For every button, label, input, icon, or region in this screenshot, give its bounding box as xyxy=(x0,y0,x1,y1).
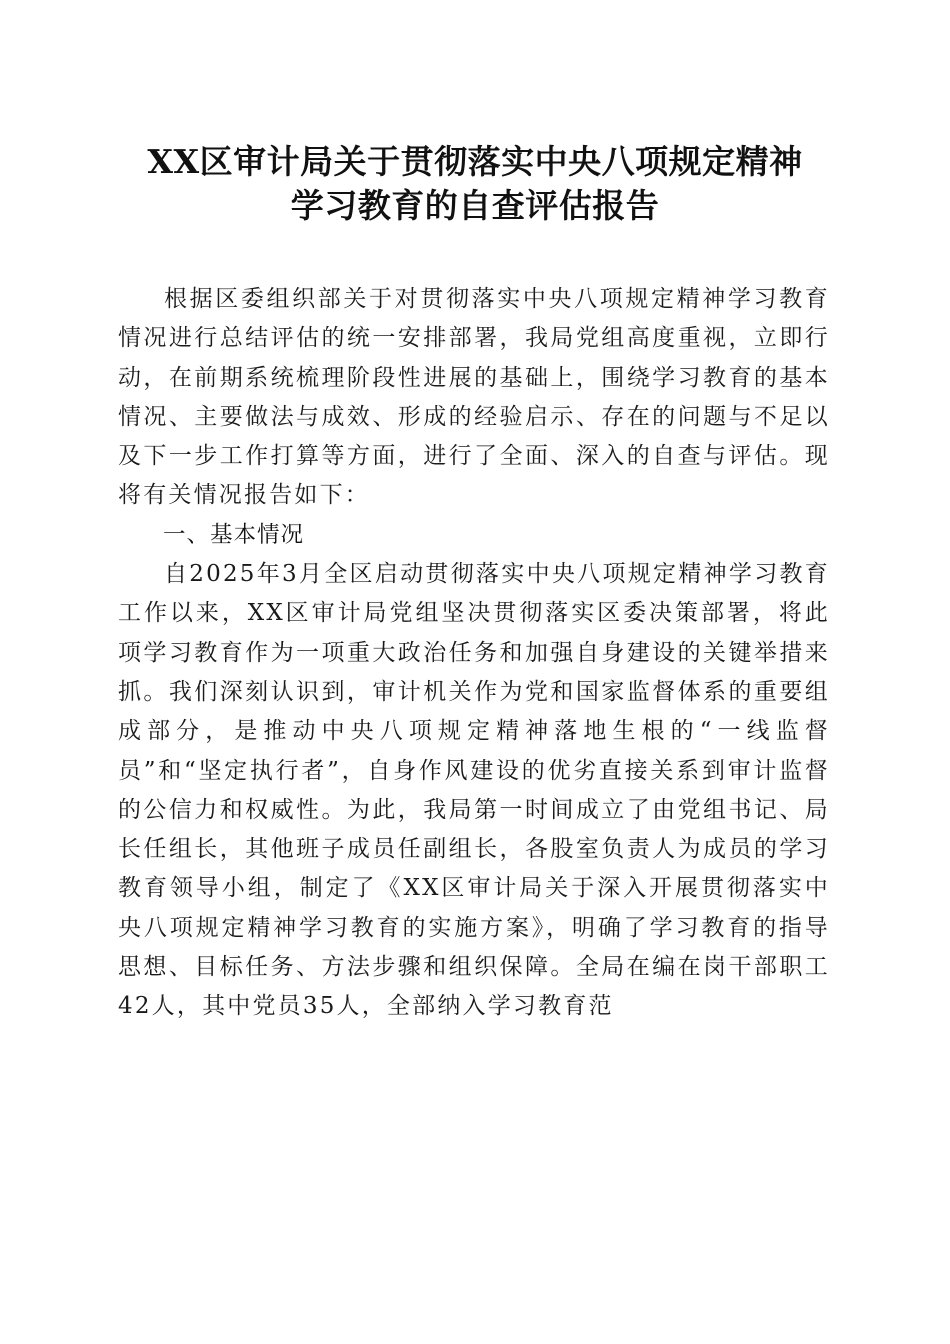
section-heading-basic-situation: 一、基本情况 xyxy=(163,521,305,548)
title-line-2: 学习教育的自查评估报告 xyxy=(290,186,660,225)
basic-situation-paragraph: 自2025年3月全区启动贯彻落实中央八项规定精神学习教育工作以来，XX区审计局党组坚决贯彻落实区委决策部署，将此项学习教育作为一项重大政治任务和加强自身建设的关键举措来抓。我们深刻认识到，审计机关作为党和国家监督体系的重要组成部分，是推动中央八项规定精神落地生根的“一线监督员”和“坚定执行者”，自身作风建设的优劣直接关系到审计监督的公信力和权威性。为此，我局第一时间成立了由党组书记、局长任组长，其他班子成员任副组长，各股室负责人为成员的学习教育领导小组，制定了《XX区审计局关于深入开展贯彻落实中央八项规定精神学习教育的实施方案》，明确了学习教育的指导思想、目标任务、方法步骤和组织保障。全局在编在岗干部职工42人，其中党员35人，全部纳入学习教育范 xyxy=(118,561,830,1020)
document-title xyxy=(90,140,860,228)
document-body xyxy=(118,280,830,1027)
intro-paragraph: 根据区委组织部关于对贯彻落实中央八项规定精神学习教育情况进行总结评估的统一安排部署，我局党组高度重视，立即行动，在前期系统梳理阶段性进展的基础上，围绕学习教育的基本情况、主要做法与成效、形成的经验启示、存在的问题与不足以及下一步工作打算等方面，进行了全面、深入的自查与评估。现将有关情况报告如下： xyxy=(118,286,830,509)
title-line-1: XX区审计局关于贯彻落实中央八项规定精神 xyxy=(147,142,803,181)
